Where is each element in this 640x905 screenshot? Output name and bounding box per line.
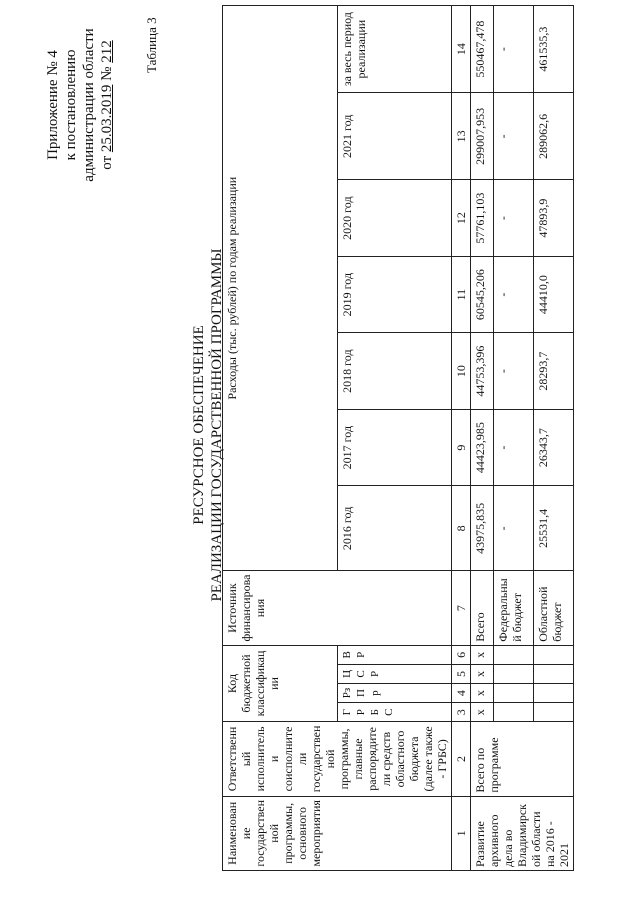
title-line2: РЕАЛИЗАЦИИ ГОСУДАРСТВЕННОЙ ПРОГРАММЫ (209, 248, 225, 602)
appendix-line3: администрации области (81, 28, 97, 182)
header-code-rzpr: Рз Пр (337, 684, 452, 703)
appendix-title: Приложение № 4 (45, 50, 61, 160)
code-empty (534, 645, 574, 664)
code-empty (534, 703, 574, 722)
col-num: 8 (452, 486, 471, 571)
code-rzpr: х (471, 684, 494, 703)
program-executor: Всего по программе (471, 722, 574, 796)
number-value: 212 (99, 40, 115, 63)
value-2020: 47893,9 (534, 180, 574, 257)
col-num: 10 (452, 333, 471, 410)
value-2019: 60545,206 (471, 256, 494, 333)
header-code-grbs: ГРБС (337, 703, 452, 722)
code-grbs: х (471, 703, 494, 722)
document-title (190, 185, 226, 665)
source-federal: Федеральный бюджет (494, 571, 534, 645)
appendix-header (44, 25, 116, 185)
appendix-date-line (98, 25, 116, 185)
header-expenses: Расходы (тыс. рублей) по годам реализации (223, 6, 338, 571)
header-year-2016: 2016 год (337, 486, 452, 571)
source-total: Всего (471, 571, 494, 645)
code-empty (494, 684, 534, 703)
col-num: 3 (452, 703, 471, 722)
value-2020: 57761,103 (471, 180, 494, 257)
value-2018: - (494, 333, 534, 410)
code-empty (534, 684, 574, 703)
value-2016: 43975,835 (471, 486, 494, 571)
header-year-2017: 2017 год (337, 409, 452, 486)
code-csr: х (471, 664, 494, 683)
header-code-csr: ЦСР (337, 664, 452, 683)
col-num: 1 (452, 796, 471, 870)
value-2019: 44410,0 (534, 256, 574, 333)
header-year-2018: 2018 год (337, 333, 452, 410)
date-prefix: от (99, 155, 115, 170)
header-code: Код бюджетной классификации (223, 645, 338, 722)
table-row (471, 6, 494, 871)
col-num: 11 (452, 256, 471, 333)
value-2021: 289062,6 (534, 93, 574, 180)
value-2016: - (494, 486, 534, 571)
value-2019: - (494, 256, 534, 333)
header-total-period: за весь период реализации (337, 6, 452, 93)
title-line1: РЕСУРСНОЕ ОБЕСПЕЧЕНИЕ (191, 325, 207, 525)
value-2017: 26343,7 (534, 409, 574, 486)
col-num: 9 (452, 409, 471, 486)
code-empty (534, 664, 574, 683)
header-executor: Ответственный исполнитель и соисполнители государственной программы, главные распорядители средств областного бюджета (далее также - ГРБС) (223, 722, 452, 796)
value-2016: 25531,4 (534, 486, 574, 571)
col-num: 14 (452, 6, 471, 93)
value-total: 461535,3 (534, 6, 574, 93)
column-number-row (452, 6, 471, 871)
col-num: 4 (452, 684, 471, 703)
header-year-2021: 2021 год (337, 93, 452, 180)
header-code-vr: ВР (337, 645, 452, 664)
value-total: 550467,478 (471, 6, 494, 93)
col-num: 5 (452, 664, 471, 683)
header-year-2020: 2020 год (337, 180, 452, 257)
program-name: Развитие архивного дела во Владимирской области на 2016 - 2021 (471, 796, 574, 870)
number-prefix: № (99, 66, 115, 81)
value-2021: - (494, 93, 534, 180)
value-total: - (494, 6, 534, 93)
col-num: 12 (452, 180, 471, 257)
value-2018: 28293,7 (534, 333, 574, 410)
header-name: Наименование государственной программы, основного мероприятия (223, 796, 452, 870)
code-empty (494, 645, 534, 664)
value-2020: - (494, 180, 534, 257)
col-num: 6 (452, 645, 471, 664)
code-vr: х (471, 645, 494, 664)
value-2018: 44753,396 (471, 333, 494, 410)
col-num: 13 (452, 93, 471, 180)
value-2017: 44423,985 (471, 409, 494, 486)
header-source: Источник финансирования (223, 571, 452, 645)
col-num: 7 (452, 571, 471, 645)
code-empty (494, 664, 534, 683)
col-num: 2 (452, 722, 471, 796)
resource-table (222, 5, 574, 871)
value-2017: - (494, 409, 534, 486)
date-value: 25.03.2019 (99, 84, 115, 153)
code-empty (494, 703, 534, 722)
table-label: Таблица 3 (144, 17, 159, 73)
value-2021: 299007,953 (471, 93, 494, 180)
header-row-1 (223, 6, 338, 871)
source-regional: Областной бюджет (534, 571, 574, 645)
header-year-2019: 2019 год (337, 256, 452, 333)
appendix-line2: к постановлению (63, 49, 79, 161)
